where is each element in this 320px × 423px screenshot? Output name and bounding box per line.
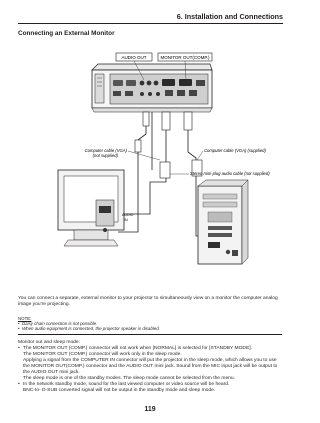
vga-cable-not-supplied-label: [85, 148, 160, 160]
svg-text:(not supplied): (not supplied): [92, 153, 118, 158]
audio-cable-label: [170, 171, 270, 176]
vga-cable-supplied-label: [197, 148, 267, 160]
intro-paragraph: You can connect a separate, external monitor to your projector to simultaneously view on a monitor the computer analog image you’re projecting.: [18, 296, 278, 307]
svg-text:Computer cable (VGA): Computer cable (VGA): [84, 148, 127, 153]
notes-block: [18, 316, 282, 332]
monitor-bullet-1: • The MONITOR OUT (COMP.) connector will not work when [NORMAL] is selected for [STANDBY MODE].: [18, 346, 282, 352]
external-monitor-illustration: [58, 170, 134, 246]
svg-text:AUDIO: AUDIO: [122, 213, 134, 217]
note-item: • When audio equipment is connected, the projector speaker is disabled.: [18, 326, 282, 331]
computer-tower-illustration: [198, 180, 248, 264]
section-title: Connecting an External Monitor: [18, 30, 115, 37]
monitor-out-sleep-section: [18, 340, 282, 394]
svg-text:MONITOR OUT(COMP.): MONITOR OUT(COMP.): [160, 55, 210, 60]
svg-text:AUDIO OUT: AUDIO OUT: [121, 55, 147, 60]
projector-illustration: [92, 64, 212, 112]
monitor-bullet-1-detail: The sleep mode is one of the standby modes. The sleep mode cannot be selected from the menu.: [23, 376, 235, 381]
svg-text:IN: IN: [124, 218, 128, 222]
notes-divider: [18, 334, 282, 335]
svg-text:Computer cable (VGA) (supplied: Computer cable (VGA) (supplied): [204, 148, 266, 153]
monitor-bullet-1-detail: Applying a signal from the COMPUTER IN connector will put the projector in the sleep mode, which allows you to use the MONITOR OUT(COMP.) connector and the AUDIO OUT mini jack. Sound from the MIC input jack will be output to the AUDIO OUT mini jack.: [23, 358, 278, 375]
monitor-bullet-2: • In the network standby mode, sound for the last viewed computer or video source will be heard.: [18, 382, 282, 388]
svg-text:Stereo mini-plug audio cable (: Stereo mini-plug audio cable (not supplied): [190, 171, 270, 176]
notes-heading: NOTE:: [18, 316, 32, 321]
note-item: • Daisy chain connection is not possible.: [18, 321, 282, 326]
cable-connectors: [135, 112, 202, 178]
page-number: 119: [144, 406, 156, 413]
monitor-bullet-2-detail: BNC-to- D-SUB converted signal will not be output in the standby mode and sleep mode.: [23, 388, 216, 393]
page-header-title: 6. Installation and Connections: [176, 12, 283, 21]
monitor-bullet-1-detail: The MONITOR OUT (COMP.) connector will work only in the sleep mode.: [23, 352, 182, 357]
monitor-section-intro: Monitor out and sleep mode:: [18, 340, 80, 345]
